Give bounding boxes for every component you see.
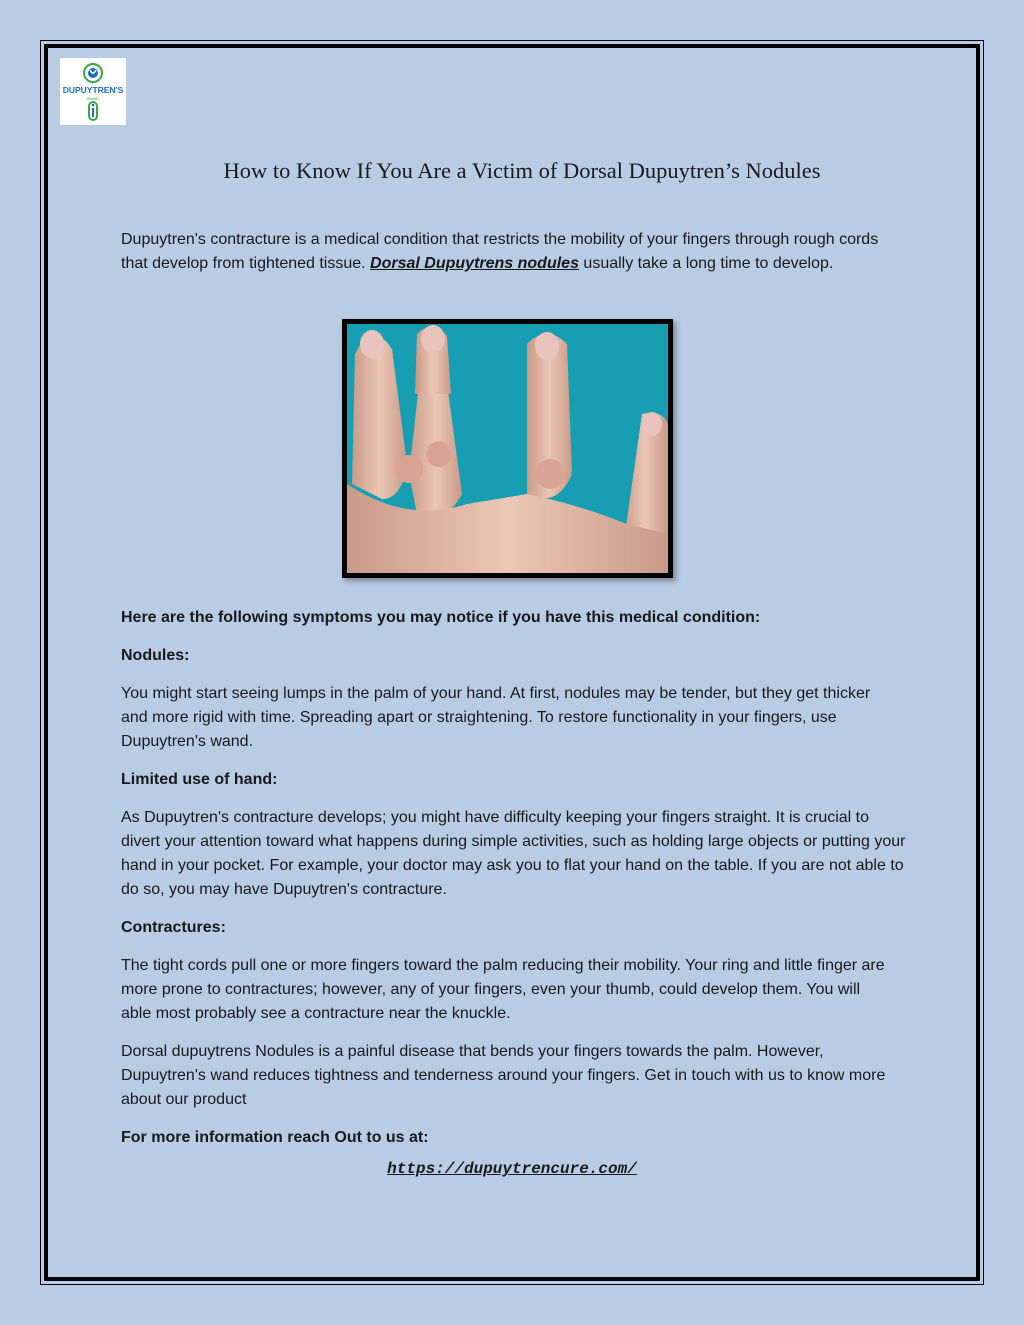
dupuytrens-wand-logo (60, 58, 126, 125)
limited-use-heading: Limited use of hand: (121, 770, 278, 788)
symptoms-section (121, 606, 911, 1150)
logo-sub: WAND (86, 96, 100, 101)
hand-nodules-photo (342, 319, 673, 578)
intro-paragraph (121, 228, 901, 276)
contractures-body: The tight cords pull one or more fingers toward the palm reducing their mobility. Your ring and little finger are more prone to contractures; however, any of your fingers, even your thumb, could develop them. You will able most probably see a contracture near the knuckle. (121, 956, 885, 1023)
intro-text-before: Dupuytren's contracture is a medical condition that restricts the mobility of your fingers through rough cords that develop from tightened tissue. (121, 231, 879, 273)
intro-text-after: usually take a long time to develop. (578, 255, 834, 273)
dorsal-nodules-link[interactable]: Dorsal Dupuytrens nodules (370, 255, 579, 273)
nodules-heading: Nodules: (121, 646, 190, 664)
logo-text: DUPUYTREN'S (62, 85, 124, 95)
website-link[interactable]: https://dupuytrencure.com/ (387, 1160, 637, 1178)
limited-use-body: As Dupuytren's contracture develops; you might have difficulty keeping your fingers straight. It is crucial to divert your attention toward what happens during simple activities, such as holding large objects or putting your hand in your pocket. For example, your doctor may ask you to flat your hand on the table. If you are not able to do so, you may have Dupuytren's contracture. (121, 808, 906, 899)
symptoms-heading: Here are the following symptoms you may notice if you have this medical condition: (121, 609, 761, 626)
closing-paragraph: Dorsal dupuytrens Nodules is a painful disease that bends your fingers towards the palm. However, Dupuytren's wand reduces tightness and tenderness around your fingers. Get in touch with us to know more about our product (121, 1043, 886, 1109)
nodules-body: You might start seeing lumps in the palm of your hand. At first, nodules may be tender, but they get thicker and more rigid with time. Spreading apart or straightening. To restore functionality in your fingers, use Dupuytren's wand. (121, 684, 871, 750)
contractures-heading: Contractures: (121, 919, 226, 936)
contact-heading: For more information reach Out to us at: (121, 1129, 429, 1147)
page-title: How to Know If You Are a Victim of Dorsal Dupuytren’s Nodules (223, 158, 821, 183)
